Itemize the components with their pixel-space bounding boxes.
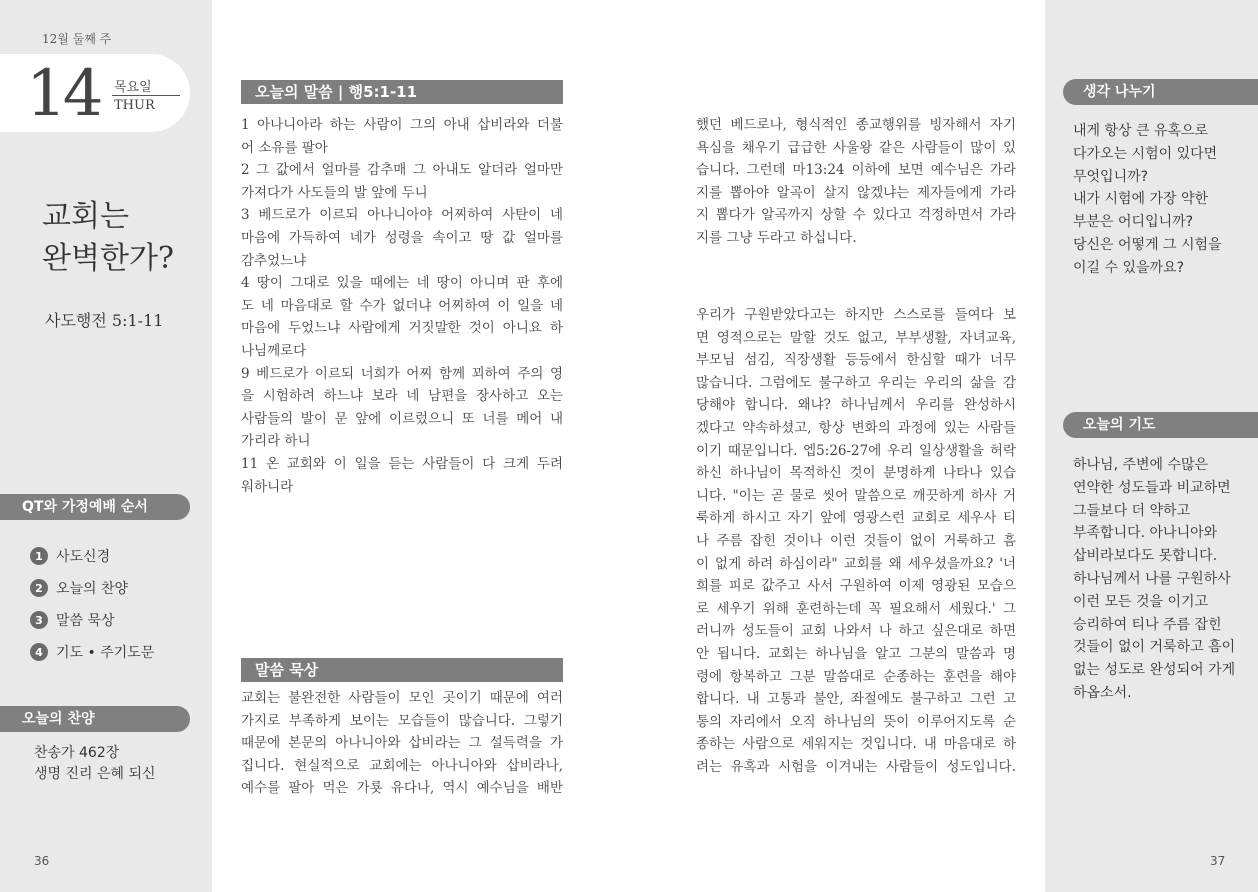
prayer-line: 부족합니다. 아나니아와 (1073, 525, 1218, 542)
share-line: 부분은 어디입니까? (1073, 214, 1194, 231)
meditation-line: 니다. "이는 곧 물로 씻어 말씀으로 깨끗하게 하사 거 (696, 487, 1016, 504)
prayer-line: 것들이 없이 거룩하고 흠이 (1073, 639, 1236, 656)
order-item (30, 604, 154, 636)
meditation-line: 하신 하나님이 목적하신 것이 분명하게 나타나 있습 (696, 465, 1016, 482)
verse-line: 마음에 가득하여 네가 성령을 속이고 땅 값 얼마를 (241, 229, 563, 246)
verse-line: 1 아나니아라 하는 사람이 그의 아내 삽비라와 더불 (241, 117, 563, 133)
meditation-line: 겠다고 약속하셨고, 항상 변화의 과정에 있는 사람들 (696, 419, 1016, 436)
meditation-line: 교회는 불완전한 사람들이 모인 곳이기 때문에 여러 (241, 690, 563, 706)
meditation-line: 나 주름 잡힌 것이나 이런 것들이 없이 거룩하고 흠 (696, 532, 1016, 549)
meditation-line: 했던 베드로나, 형식적인 종교행위를 빙자해서 자기 (696, 117, 1016, 133)
verse-line: 마음에 두었느냐 사람에게 거짓말한 것이 아니요 하 (241, 320, 563, 337)
order-item (30, 540, 154, 572)
meditation-line: 습니다. 그런데 마13:24 이하에 보면 예수님은 가라 (696, 162, 1016, 179)
prayer-text (1073, 454, 1235, 705)
verse-line: 을 시험하려 하느냐 보라 네 남편을 장사하고 오는 (241, 388, 563, 405)
verse-line: 9 베드로가 이르되 너희가 어찌 함께 꾀하여 주의 영 (241, 365, 563, 382)
verse-line: 나님께로다 (241, 342, 307, 359)
meditation-line: 안 됩니다. 교회는 하나님을 알고 그분의 말씀과 명 (696, 645, 1016, 662)
meditation-section-header: 말씀 묵상 (241, 658, 563, 682)
meditation-line: 로 세우기 위해 훈련하는데 꼭 필요해서 세웠다.' 그 (696, 600, 1016, 617)
meditation-line: 우리가 구원받았다고는 하지만 스스로를 들여다 보 (696, 307, 1016, 323)
order-item-label: 오늘의 찬양 (56, 581, 129, 597)
meditation-line: 예수를 팔아 먹은 가룟 유다나, 역시 예수님을 배반 (241, 780, 563, 797)
meditation-line: 많습니다. 그럼에도 불구하고 우리는 우리의 삶을 감 (696, 374, 1016, 391)
weekday-english: THUR (114, 98, 155, 113)
verse-line: 어 소유를 팔아 (241, 139, 328, 156)
order-item (30, 572, 154, 604)
step-number-badge: 3 (30, 611, 48, 629)
verse-line: 도 네 마음대로 할 수가 없더냐 어찌하여 이 일을 네 (241, 297, 563, 314)
scripture-reference: 사도행전 5:1-11 (45, 311, 164, 330)
title-line: 교회는 (42, 199, 129, 234)
meditation-line: 이기 때문입니다. 엡5:26-27에 우리 일상생활을 허락 (696, 442, 1016, 459)
order-item-label: 기도 • 주기도문 (56, 645, 155, 661)
meditation-line: 려는 유혹과 시험을 이겨내는 사람들이 성도입니다. (696, 758, 1016, 775)
prayer-line: 연약한 성도들과 비교하면 (1073, 479, 1231, 496)
share-section-header: 생각 나누기 (1063, 79, 1258, 105)
meditation-line: 통의 자리에서 오직 하나님의 뜻이 이루어지도록 순 (696, 713, 1016, 730)
meditation-line: 룩하게 하시고 자기 앞에 영광스런 교회로 세우사 티 (696, 510, 1016, 527)
day-number: 14 (26, 57, 100, 131)
hymn-number: 찬송가 462장 (34, 745, 120, 761)
share-line: 내게 항상 큰 유혹으로 (1073, 123, 1209, 139)
prayer-section-header: 오늘의 기도 (1063, 412, 1258, 438)
verse-line: 감추었느냐 (241, 252, 307, 269)
order-section-header: QT와 가정예배 순서 (0, 494, 190, 520)
meditation-line: 때문에 본문의 아나니아와 삽비라는 그 설득력을 가 (241, 735, 563, 752)
prayer-line: 없는 성도로 완성되어 가게 (1073, 662, 1236, 679)
meditation-line: 지 뽑다가 알곡까지 상할 수 있다고 걱정하면서 가라 (696, 207, 1016, 224)
verses-section-header: 오늘의 말씀 | 행5:1-11 (241, 80, 563, 104)
verse-line: 3 베드로가 이르되 아나니아야 어찌하여 사탄이 네 (241, 207, 563, 224)
meditation-continued-top (696, 114, 1016, 250)
verse-line: 사람들의 발이 문 앞에 이르렀으니 또 너를 메어 내 (241, 410, 563, 427)
share-line: 당신은 어떻게 그 시험을 (1073, 236, 1222, 253)
prayer-line: 하옵소서. (1073, 684, 1132, 701)
order-item-label: 말씀 묵상 (56, 613, 115, 629)
meditation-line: 집니다. 현실적으로 교회에는 아나니아와 삽비라나, (241, 757, 563, 774)
meditation-line: 러니까 성도들이 교회 나와서 나 하고 싶은대로 하면 (696, 623, 1016, 640)
prayer-line: 하나님, 주변에 수많은 (1073, 457, 1209, 473)
verse-line: 4 땅이 그대로 있을 때에는 네 땅이 아니며 판 후에 (241, 275, 563, 292)
verse-line: 2 그 값에서 얼마를 감추매 그 아내도 알더라 얼마만 (241, 162, 563, 179)
weekday-korean: 목요일 (114, 80, 152, 95)
prayer-line: 삽비라보다도 못합니다. (1073, 548, 1218, 565)
share-line: 이길 수 있을까요? (1073, 259, 1184, 276)
meditation-line: 이 없게 하려 하심이라" 교회를 왜 세우셨을까요? '너 (696, 555, 1016, 572)
prayer-line: 이런 모든 것을 이기고 (1073, 593, 1209, 610)
praise-info (34, 743, 156, 785)
meditation-line: 희를 피로 값주고 사서 구원하여 이제 영광된 모습으 (696, 578, 1016, 595)
share-line: 무엇입니까? (1073, 168, 1149, 185)
meditation-line: 면 영적으로는 말할 것도 없고, 부부생활, 자녀교육, (696, 329, 1016, 346)
prayer-line: 승리하여 티나 주름 잡힌 (1073, 616, 1222, 633)
meditation-text (241, 687, 563, 800)
praise-section-header: 오늘의 찬양 (0, 706, 190, 732)
title-line: 완벽한가? (42, 241, 175, 276)
meditation-line: 욕심을 채우기 급급한 사울왕 같은 사람들이 많이 있 (696, 139, 1016, 156)
verse-line: 11 온 교회와 이 일을 듣는 사람들이 다 크게 두려 (241, 455, 563, 472)
prayer-line: 하나님께서 나를 구원하사 (1073, 570, 1231, 587)
verse-line: 가져다가 사도들의 발 앞에 두니 (241, 184, 428, 201)
step-number-badge: 2 (30, 579, 48, 597)
order-item (30, 636, 154, 668)
week-label: 12월 둘째 주 (42, 32, 112, 46)
share-line: 다가오는 시험이 있다면 (1073, 145, 1218, 162)
verse-line: 워하니라 (241, 478, 294, 495)
share-questions (1073, 120, 1222, 280)
meditation-line: 부모님 섬김, 직장생활 등등에서 한심할 때가 너무 (696, 352, 1016, 369)
prayer-line: 그들보다 더 약하고 (1073, 502, 1191, 519)
meditation-line: 당해야 합니다. 왜냐? 하나님께서 우리를 완성하시 (696, 397, 1016, 414)
step-number-badge: 1 (30, 547, 48, 565)
hymn-title: 생명 진리 은혜 되신 (34, 766, 156, 782)
page-title (42, 196, 202, 280)
meditation-line: 가지로 부족하게 보이는 모습들이 많습니다. 그렇기 (241, 712, 563, 729)
meditation-line: 지를 뽑아야 알곡이 살지 않겠냐는 제자들에게 가라 (696, 184, 1016, 201)
meditation-line: 지를 그냥 두라고 하십니다. (696, 229, 857, 246)
meditation-line: 합니다. 내 고통과 불안, 좌절에도 불구하고 그런 고 (696, 691, 1016, 708)
weekday-divider (112, 95, 180, 96)
order-list (30, 540, 154, 668)
scripture-verses (241, 114, 563, 498)
share-line: 내가 시험에 가장 약한 (1073, 191, 1209, 208)
meditation-continued-bottom (696, 304, 1016, 778)
order-item-label: 사도신경 (56, 549, 111, 565)
page-number-right: 37 (1210, 854, 1226, 868)
step-number-badge: 4 (30, 643, 48, 661)
verse-line: 가리라 하니 (241, 433, 311, 450)
meditation-line: 령에 항복하고 그분 말씀대로 순종하는 훈련을 해야 (696, 668, 1016, 685)
page-number-left: 36 (34, 854, 50, 868)
meditation-line: 종하는 사람으로 세워지는 것입니다. 내 마음대로 하 (696, 736, 1016, 753)
